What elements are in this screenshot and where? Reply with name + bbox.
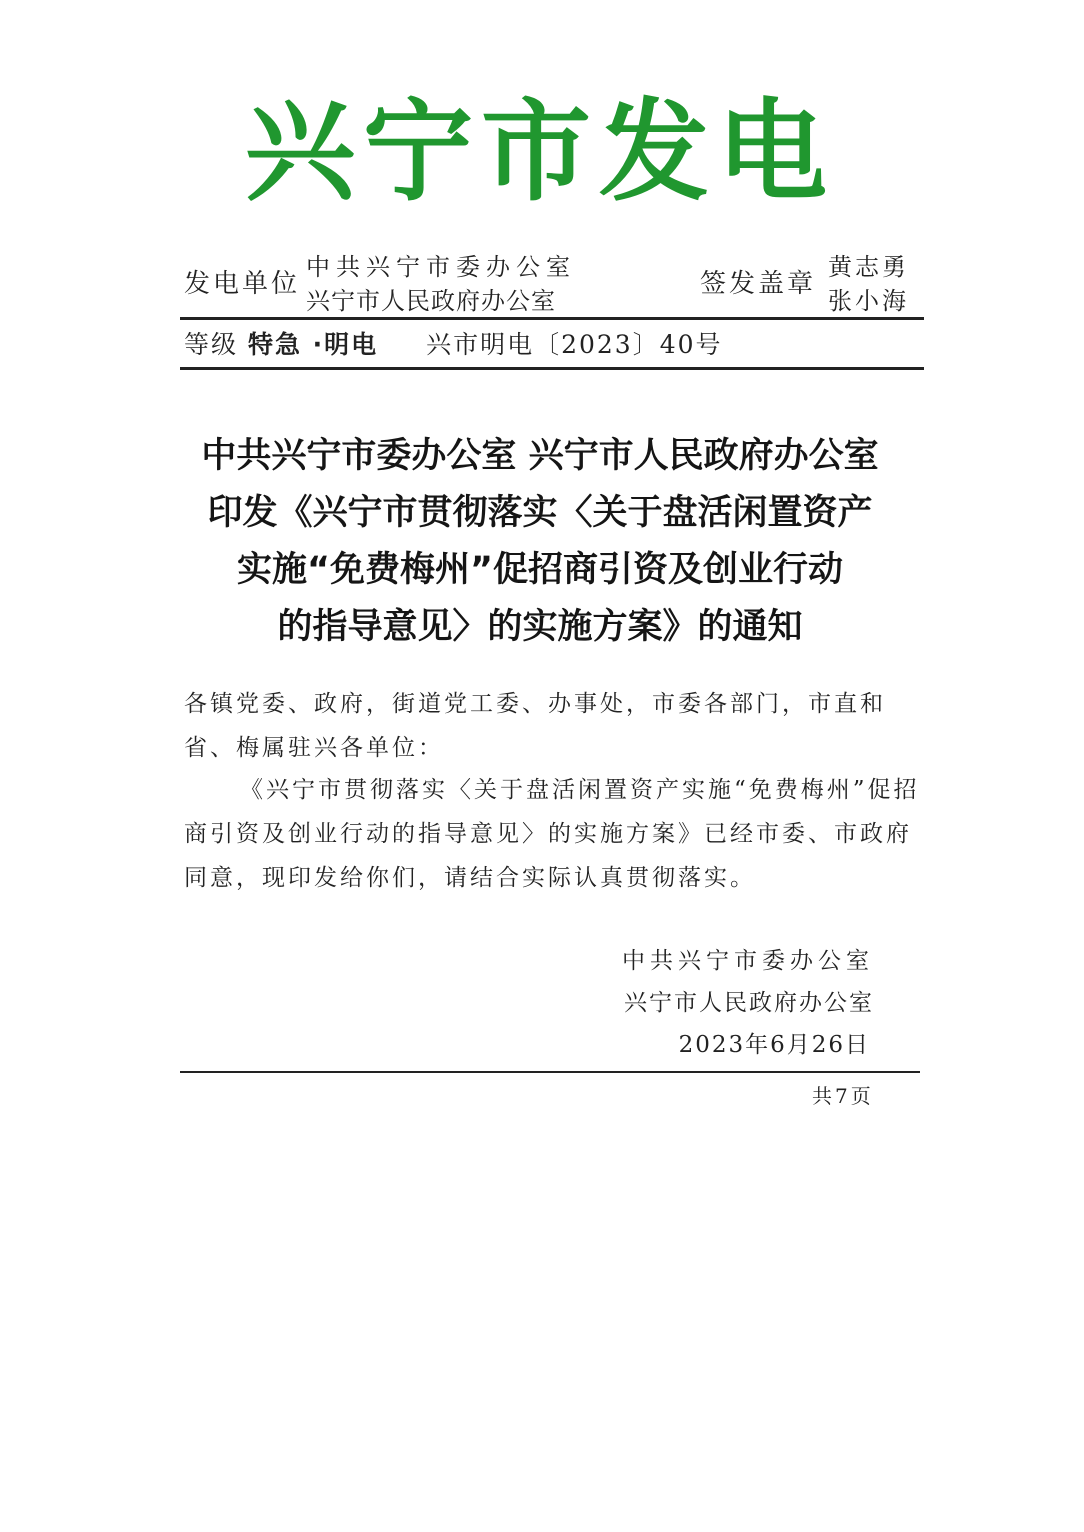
body-paragraph: 《兴宁市贯彻落实〈关于盘活闲置资产实施“免费梅州”促招商引资及创业行动的指导意见〉的实施方案》已经市委、市政府同意，现印发给你们，请结合实际认真贯彻落实。 bbox=[184, 777, 920, 891]
signature-org-2: 兴宁市人民政府办公室 bbox=[624, 990, 874, 1016]
title-line-4: 的指导意见〉的实施方案》的通知 bbox=[277, 607, 803, 647]
issuer-label: 发电单位 bbox=[184, 269, 301, 299]
title-line-2: 印发《兴宁市贯彻落实〈关于盘活闲置资产 bbox=[207, 493, 873, 533]
grade-row bbox=[184, 329, 723, 361]
header-divider-top bbox=[180, 317, 924, 320]
signer-label: 签发盖章 bbox=[700, 269, 817, 299]
page-count: 共7页 bbox=[812, 1084, 874, 1108]
signer-1: 黄志勇 bbox=[828, 253, 909, 281]
grade-value: 特急 ·明电 bbox=[247, 330, 379, 359]
masthead-title: 兴宁市发电 bbox=[245, 87, 835, 216]
issuer-unit-2: 兴宁市人民政府办公室 bbox=[306, 287, 556, 315]
signature-org-1: 中共兴宁市委办公室 bbox=[622, 948, 874, 974]
grade-label: 等级 bbox=[184, 330, 239, 359]
title-line-1: 中共兴宁市委办公室 兴宁市人民政府办公室 bbox=[201, 436, 879, 476]
recipients: 各镇党委、政府，街道党工委、办事处，市委各部门，市直和省、梅属驻兴各单位： bbox=[184, 691, 886, 761]
header-divider-bottom bbox=[180, 367, 924, 370]
signature-date: 2023年6月26日 bbox=[678, 1032, 870, 1058]
doc-number: 兴市明电〔2023〕40号 bbox=[426, 330, 723, 359]
footer-divider bbox=[180, 1071, 920, 1073]
document-title bbox=[160, 428, 920, 656]
title-line-3: 实施“免费梅州”促招商引资及创业行动 bbox=[236, 550, 843, 590]
issuer-unit-1: 中共兴宁市委办公室 bbox=[306, 253, 576, 281]
signer-2: 张小海 bbox=[828, 287, 909, 315]
